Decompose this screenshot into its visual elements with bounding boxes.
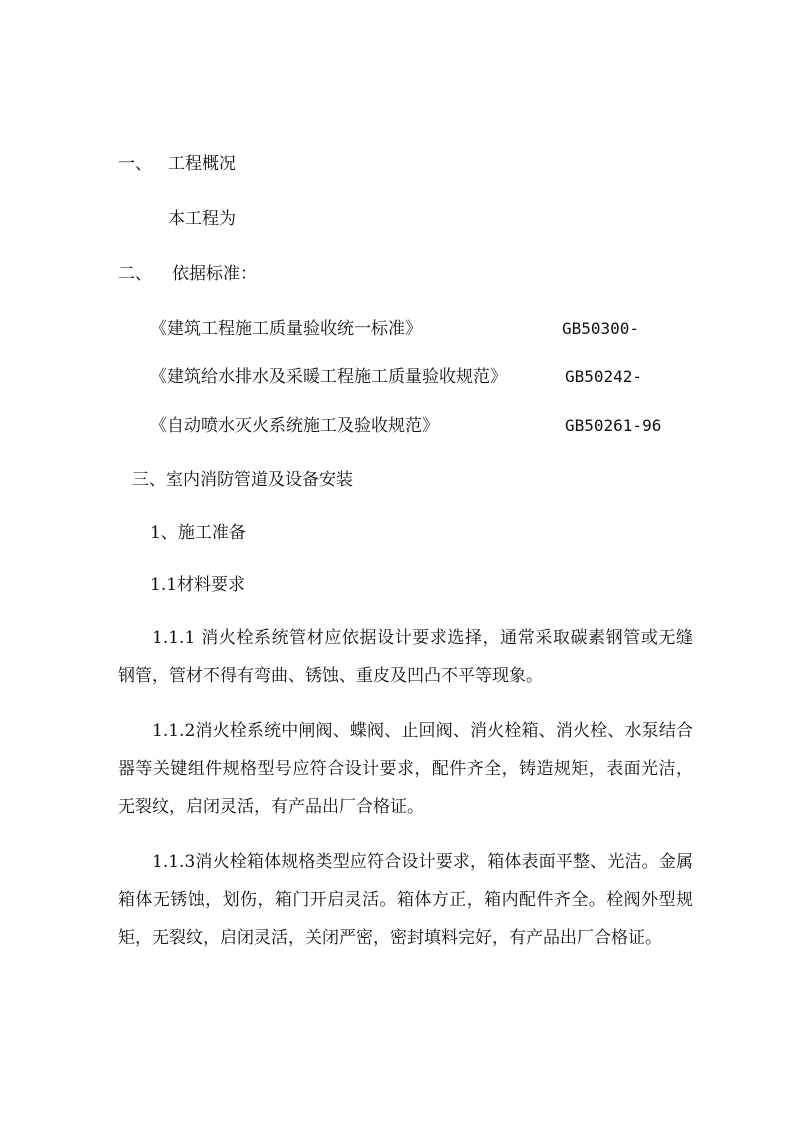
standard-code: GB50300- bbox=[562, 319, 640, 338]
section-1-title: 工程概况 bbox=[168, 154, 236, 174]
section-1-body: 本工程为 bbox=[168, 209, 236, 229]
section-3-heading: 三、室内消防管道及设备安装 bbox=[132, 470, 353, 490]
subsection-1-1-heading: 1.1材料要求 bbox=[150, 575, 246, 595]
paragraph-1-1-3: 1.1.3消火栓箱体规格类型应符合设计要求，箱体表面平整、光洁。金属箱体无锈蚀，划伤，箱门开启灵活。箱体方正，箱内配件齐全。栓阀外型规矩，无裂纹，启闭灵活，关闭严密，密封填料完好，有产品出厂合格证。 bbox=[118, 852, 693, 948]
standard-name: 《自动喷水灭火系统施工及验收规范》 bbox=[150, 416, 439, 436]
subsection-1-heading: 1、施工准备 bbox=[150, 523, 246, 543]
standard-name: 《建筑工程施工质量验收统一标准》 bbox=[150, 319, 422, 339]
section-2-title: 依据标准： bbox=[172, 264, 257, 284]
standard-code: GB50261-96 bbox=[565, 416, 662, 435]
section-1-heading bbox=[118, 153, 236, 175]
section-2-heading bbox=[118, 263, 257, 285]
standard-code: GB50242- bbox=[565, 367, 643, 386]
standard-name: 《建筑给水排水及采暖工程施工质量验收规范》 bbox=[150, 367, 507, 387]
section-1-number: 一、 bbox=[118, 154, 152, 174]
paragraph-1-1-1: 1.1.1 消火栓系统管材应依据设计要求选择，通常采取碳素钢管或无缝钢管，管材不得有弯曲、锈蚀、重皮及凹凸不平等现象。 bbox=[118, 628, 693, 686]
paragraph-1-1-2: 1.1.2消火栓系统中闸阀、蝶阀、止回阀、消火栓箱、消火栓、水泵结合器等关键组件规格型号应符合设计要求，配件齐全，铸造规矩，表面光洁，无裂纹，启闭灵活，有产品出厂合格证。 bbox=[118, 721, 693, 817]
section-2-number: 二、 bbox=[118, 264, 152, 284]
